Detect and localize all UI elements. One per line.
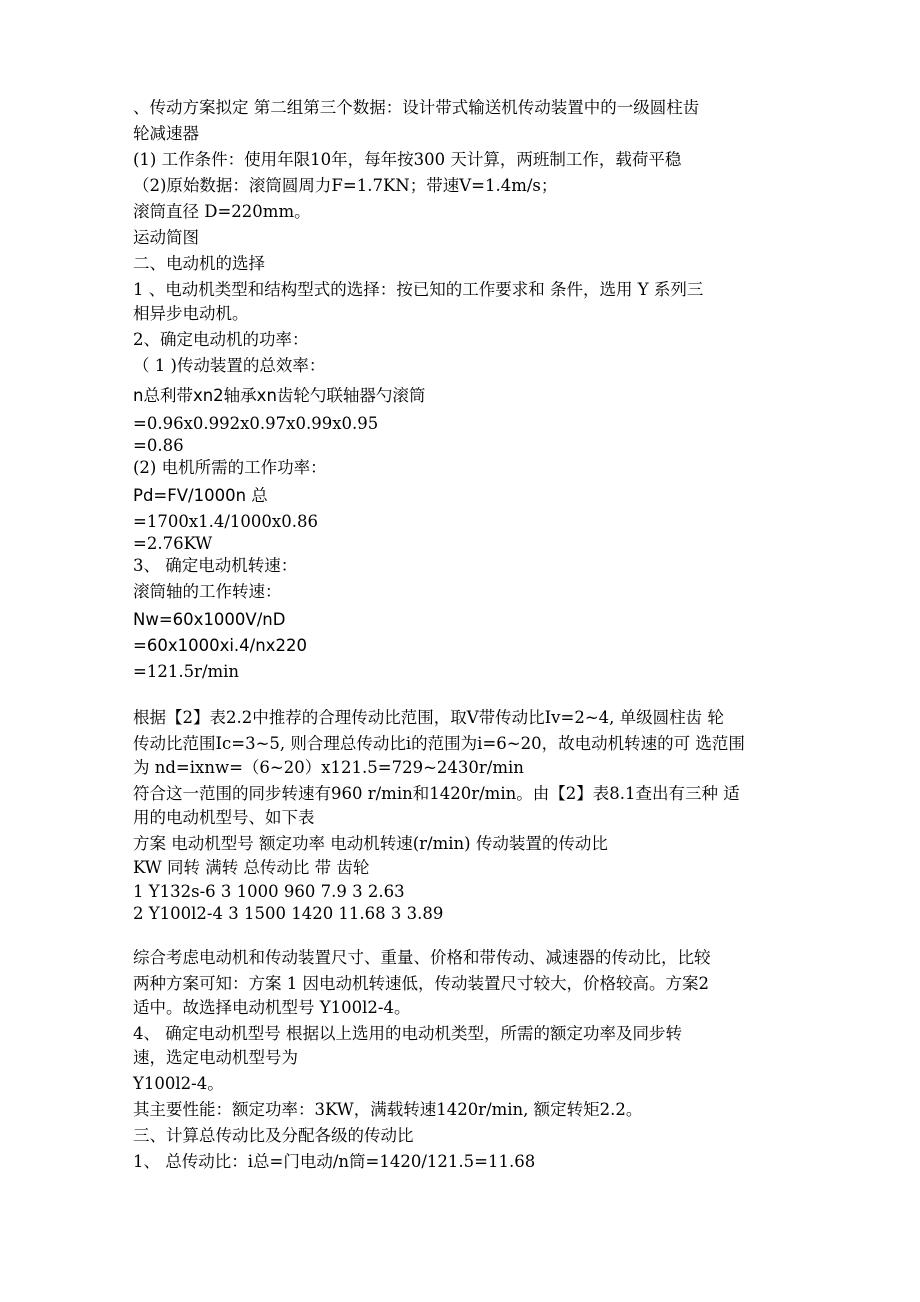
heading-transmission-scheme: 、传动方案拟定 第二组第三个数据：设计带式输送机传动装置中的一级圆柱齿 [133,98,700,117]
formula-line: =60x1000xi.4/nx220 [133,636,307,655]
formula-line: =0.86 [133,436,184,455]
text-line-original-data: （2)原始数据：滚筒圆周力F=1.7KN；带速V=1.4m/s； [133,176,558,195]
formula-line: Nw=60x1000V/nD [133,610,286,629]
text-line: 为 nd=ixnw=（6~20）x121.5=729~2430r/min [133,758,524,777]
text-line-working-conditions: (1) 工作条件：使用年限10年，每年按300 天计算，两班制工作，载荷平稳 [133,150,682,169]
formula-line: =121.5r/min [133,662,240,681]
table-header-row: KW 同转 满转 总传动比 带 齿轮 [133,858,370,877]
text-line-motor-power: 2、确定电动机的功率： [133,330,309,349]
text-line-required-power: (2) 电机所需的工作功率： [133,458,327,477]
text-line: 传动比范围Ic=3~5, 则合理总传动比i的范围为i=6~20，故电动机转速的可 选范围 [133,734,745,753]
table-row: 2 Y100l2-4 3 1500 1420 11.68 3 3.89 [133,904,444,923]
text-line: 根据【2】表2.2中推荐的合理传动比范围，取V带传动比Iv=2~4, 单级圆柱齿 轮 [133,708,724,727]
text-line: 1 、电动机类型和结构型式的选择：按已知的工作要求和 条件，选用 Y 系列三 [133,280,704,299]
text-line-main-performance: 其主要性能：额定功率：3KW，满载转速1420r/min, 额定转矩2.2。 [133,1100,643,1119]
text-line: 用的电动机型号、如下表 [133,808,315,827]
text-line: 轮减速器 [133,124,199,143]
text-line-total-efficiency: （ 1 )传动装置的总效率： [133,356,326,375]
text-line: 符合这一范围的同步转速有960 r/min和1420r/min。由【2】表8.1查出有三种 适 [133,784,740,803]
text-line-motor-speed: 3、 确定电动机转速： [133,556,298,575]
text-line-total-ratio: 1、 总传动比：i总=门电动/n筒=1420/121.5=11.68 [133,1152,536,1171]
formula-line: =2.76KW [133,534,213,553]
text-line-drum-diameter: 滚筒直径 D=220mm。 [133,202,311,221]
text-line: Y100l2-4。 [133,1074,224,1093]
section-heading-motor-selection: 二、电动机的选择 [133,254,265,273]
formula-line: Pd=FV/1000n 总 [133,486,268,505]
section-heading-transmission-ratio: 三、计算总传动比及分配各级的传动比 [133,1126,414,1145]
table-header-row: 方案 电动机型号 额定功率 电动机转速(r/min) 传动装置的传动比 [133,834,608,853]
text-line: 相异步电动机。 [133,304,249,323]
formula-line: =0.96x0.992x0.97x0.99x0.95 [133,414,379,433]
text-line: 滚筒轴的工作转速： [133,582,282,601]
text-line: 适中。故选择电动机型号 Y100l2-4。 [133,998,411,1017]
table-row: 1 Y132s-6 3 1000 960 7.9 3 2.63 [133,882,405,901]
formula-line: n总利带xn2轴承xn齿轮勺联轴器勺滚筒 [133,386,426,405]
text-line: 两种方案可知：方案 1 因电动机转速低，传动装置尺寸较大，价格较高。方案2 [133,974,709,993]
text-line: 综合考虑电动机和传动装置尺寸、重量、价格和带传动、减速器的传动比，比较 [133,948,711,967]
text-line-motion-diagram: 运动简图 [133,228,199,247]
text-line: 速，选定电动机型号为 [133,1048,298,1067]
formula-line: =1700x1.4/1000x0.86 [133,512,318,531]
text-line-motor-model: 4、 确定电动机型号 根据以上选用的电动机类型，所需的额定功率及同步转 [133,1024,682,1043]
